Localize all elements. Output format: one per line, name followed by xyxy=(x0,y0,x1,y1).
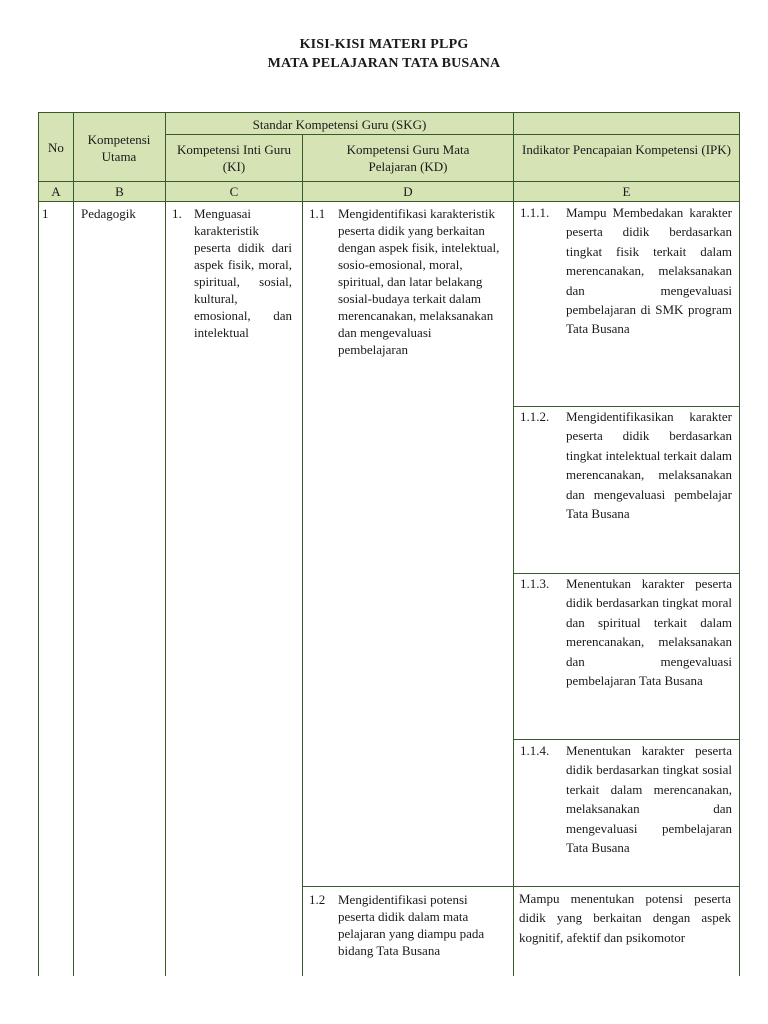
ipk-text: Mampu Membedakan karakter peserta didik berdasarkan tingkat fisik terkait dalam merencanakan, melaksanakan dan mengevaluasi pembelajaran di SMK program Tata Busana xyxy=(566,205,732,337)
ipk-text: Mampu menentukan potensi peserta didik yang berkaitan dengan aspek kognitif, afektif dan psikomotor xyxy=(519,891,731,945)
header-ki: Kompetensi Inti Guru (KI) xyxy=(176,142,292,174)
kompetensi-utama-value: Pedagogik xyxy=(81,206,136,221)
header-kd: Kompetensi Guru Mata Pelajaran (KD) xyxy=(346,142,470,174)
column-letter-e: E xyxy=(622,184,631,199)
kd-text: Mengidentifikasi karakteristik peserta didik yang berkaitan dengan aspek fisik, intelektual, sosio-emosional, moral, spiritual, dan latar belakang sosial-budaya terkait dalam merencanakan, melaksanakan dan mengevaluasi pembelajaran xyxy=(338,206,500,357)
header-kompetensi-utama: Kompetensi Utama xyxy=(87,132,151,164)
ipk-number: 1.1.4. xyxy=(520,743,550,758)
ki-text: Menguasai karakteristik peserta didik dari aspek fisik, moral, spiritual, sosial, kultural, emosional, dan intelektual xyxy=(194,206,292,340)
ipk-number: 1.1.2. xyxy=(520,409,550,424)
column-letter-c: C xyxy=(229,184,239,199)
ipk-number: 1.1.3. xyxy=(520,576,550,591)
document-subtitle: MATA PELAJARAN TATA BUSANA xyxy=(267,56,501,71)
row-number: 1 xyxy=(42,206,49,221)
header-no: No xyxy=(48,140,64,155)
ipk-number: 1.1.1. xyxy=(520,205,550,220)
header-skg: Standar Kompetensi Guru (SKG) xyxy=(252,117,427,132)
column-letter-d: D xyxy=(403,184,413,199)
column-letter-a: A xyxy=(51,184,61,199)
kd-number: 1.2 xyxy=(309,892,326,907)
document-title: KISI-KISI MATERI PLPG xyxy=(299,37,469,52)
ipk-text: Menentukan karakter peserta didik berdasarkan tingkat moral dan spiritual terkait dalam merencanakan, melaksanakan dan mengevaluasi pembelajaran Tata Busana xyxy=(566,576,732,689)
ipk-text: Menentukan karakter peserta didik berdasarkan tingkat sosial terkait dalam merencanakan, melaksanakan dan mengevaluasi pembelajaran Tata Busana xyxy=(566,743,732,856)
ipk-text: Mengidentifikasikan karakter peserta didik berdasarkan tingkat intelektual terkait dalam merencanakan, melaksanakan dan mengevaluasi pembelajar Tata Busana xyxy=(566,409,732,522)
kd-number: 1.1 xyxy=(309,206,326,221)
column-letter-b: B xyxy=(115,184,124,199)
ki-number: 1. xyxy=(172,206,182,221)
kd-text: Mengidentifikasi potensi peserta didik dalam mata pelajaran yang diampu pada bidang Tata Busana xyxy=(338,892,485,958)
header-ipk: Indikator Pencapaian Kompetensi (IPK) xyxy=(521,142,732,157)
